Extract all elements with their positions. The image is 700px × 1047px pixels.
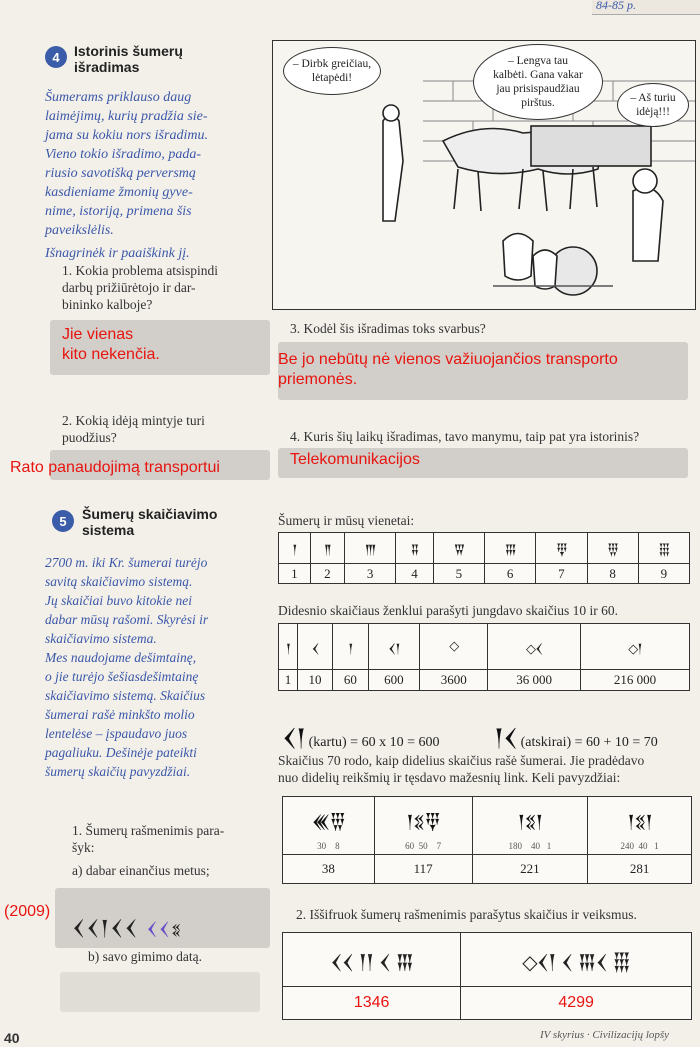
cuneiform-cell: 𒌋	[297, 624, 332, 670]
cuneiform-cell: 𒌋𒁹	[368, 624, 420, 670]
cuneiform-cell: 𒑄	[587, 533, 638, 564]
intro-line: šumerų skaičių pavyzdžiai.	[45, 764, 191, 779]
question-line: 1. Kokia problema atsispindi	[62, 263, 218, 278]
task-1a: a) dabar einančius metus;	[72, 863, 210, 878]
section-4-badge: 4	[45, 46, 67, 68]
section-4-title-line1: Istorinis šumerų	[74, 43, 183, 59]
cuneiform-600-glyph: 𒌋𒁹	[282, 724, 306, 752]
page-header-tab	[592, 0, 700, 15]
cuneiform-cell: 𒑆	[638, 533, 689, 564]
year-answer: (2009)	[4, 903, 51, 920]
example-cuneiform: 𒌍𒑄	[311, 812, 346, 833]
value-cell: 6	[485, 564, 536, 584]
cuneiform-cell: 𒐊	[433, 533, 484, 564]
intro-line: kasdieniame žmonių gyve-	[45, 185, 193, 200]
question-line: bininko kalboje?	[62, 297, 153, 312]
value-cell: 600	[368, 670, 420, 691]
units-table	[278, 532, 690, 584]
bubble-line: lėtapėdi!	[311, 72, 353, 84]
section-4-title	[74, 43, 183, 75]
speech-bubble-worker	[473, 44, 603, 120]
value-cell: 216 000	[580, 670, 689, 691]
bubble-line: idėją!!!	[636, 106, 670, 118]
section-5-intro	[45, 553, 273, 781]
intro-line: savitą skaičiavimo sistemą.	[45, 574, 193, 589]
example-cuneiform: 𒁹𒐏𒁹	[517, 812, 543, 833]
handwritten-cuneiform-year: 𒌋𒌋𒁹𒌋𒌋 𒌋𒌋𒐏	[72, 916, 183, 940]
intro-line: dabar mūsų rašomi. Skyrėsi ir	[45, 612, 209, 627]
answer-line: kito nekenčia.	[62, 346, 160, 363]
section-5-title	[82, 506, 217, 538]
task-line: 1. Šumerų rašmenimis para-	[72, 823, 225, 838]
example-cuneiform: 𒁹𒐏𒑂	[406, 812, 441, 833]
bubble-line: – Aš turiu	[630, 92, 676, 104]
intro-line: 2700 m. iki Kr. šumerai turėjo	[45, 555, 208, 570]
example-breakdown: 60 50 7	[405, 841, 442, 851]
decode-answer-1: 1346	[353, 994, 390, 1011]
table-1-caption: Šumerų ir mūsų vienetai:	[278, 513, 415, 528]
value-cell: 1	[279, 670, 298, 691]
section-4-title-line2: išradimas	[74, 59, 140, 75]
value-cell: 281	[588, 855, 692, 884]
question-4: 4. Kuris šių laikų išradimas, tavo manymu, taip pat yra istorinis?	[290, 429, 640, 444]
intro-line: laimėjimų, kurių pradžia sie-	[45, 109, 208, 124]
cuneiform-cell: 𒁹	[279, 533, 311, 564]
cuneiform-70-glyph: 𒁹𒌋	[494, 724, 518, 752]
example-cell	[472, 797, 588, 855]
decode-cuneiform-1: 𒌋𒌋 𒁹𒁹 𒌋 𒐋	[283, 933, 461, 987]
answer-line: priemonės.	[278, 371, 358, 388]
question-3: 3. Kodėl šis išradimas toks svarbus?	[290, 321, 486, 336]
question-line: puodžius?	[62, 430, 117, 445]
question-1	[62, 262, 218, 313]
example-cell	[283, 797, 375, 855]
intro-line: Vieno tokio išradimo, pada-	[45, 147, 202, 162]
value-cell: 4	[396, 564, 434, 584]
bubble-line: jau prisispaudžiau	[496, 83, 580, 95]
task-line: šyk:	[72, 840, 95, 855]
bubble-line: – Dirbk greičiau,	[292, 58, 372, 70]
value-cell: 5	[433, 564, 484, 584]
value-cell: 8	[587, 564, 638, 584]
cuneiform-cell: 𒁹	[279, 624, 298, 670]
decode-cuneiform-2: ◇𒌋𒁹 𒌋 𒐋𒌋 𒑆	[461, 933, 692, 987]
example-cell	[374, 797, 472, 855]
value-cell: 9	[638, 564, 689, 584]
cuneiform-cell: ◇𒌋	[488, 624, 581, 670]
example-breakdown: 240 40 1	[620, 841, 659, 851]
bubble-line: kalbėti. Gana vakar	[493, 69, 583, 81]
value-cell: 60	[333, 670, 368, 691]
example-cuneiform: 𒁹𒐏𒁹	[627, 812, 652, 833]
task-5-1	[72, 822, 224, 879]
intro-line: Mes naudojame dešimtainę,	[45, 650, 197, 665]
value-cell: 1	[279, 564, 311, 584]
intro-line: lentelėse – įspaudavo juos	[45, 726, 188, 741]
illustration-panel	[272, 40, 696, 310]
intro-line: riusio savotišką perversmą	[45, 166, 196, 181]
decode-answer-cell	[283, 987, 461, 1020]
intro-line: Šumerams priklauso daug	[45, 90, 192, 105]
explanation-line: nuo didelių reikšmių ir tęsdavo mažesnių link. Keli pavyzdžiai:	[278, 770, 621, 785]
table-2-caption: Didesnio skaičiaus ženklui parašyti jungdavo skaičius 10 ir 60.	[278, 603, 619, 618]
question-2	[62, 412, 205, 446]
intro-line: pagaliuku. Dešinėje pateikti	[45, 745, 197, 760]
task-5-2: 2. Iššifruok šumerų rašmenimis parašytus skaičius ir veiksmus.	[296, 907, 637, 922]
cuneiform-cell: ◇𒁹	[580, 624, 689, 670]
value-cell: 221	[472, 855, 588, 884]
value-cell: 117	[374, 855, 472, 884]
intro-line: o jie turėjo šešiasdešimtainę	[45, 669, 199, 684]
decode-answer-cell	[461, 987, 692, 1020]
decode-table	[282, 932, 692, 1020]
formula-multiply-text: (kartu) = 60 x 10 = 600	[308, 735, 440, 750]
intro-line: nime, istoriją, primena šis	[45, 204, 192, 219]
value-cell: 7	[536, 564, 587, 584]
intro-line: skaičiavimo sistemą. Skaičius	[45, 688, 206, 703]
intro-line: šumerai rašė minkšto molio	[45, 707, 195, 722]
section-4-intro	[45, 88, 270, 263]
intro-line: skaičiavimo sistema.	[45, 631, 157, 646]
example-cell	[588, 797, 692, 855]
bubble-line: – Lengva tau	[507, 55, 569, 67]
task-1b: b) savo gimimo datą.	[88, 949, 202, 964]
question-line: darbų prižiūrėtojo ir dar-	[62, 280, 196, 295]
intro-line: paveikslėlis.	[45, 223, 114, 238]
cuneiform-cell: 𒁹	[333, 624, 368, 670]
example-breakdown: 180 40 1	[508, 841, 552, 851]
answer-4: Telekomunikacijos	[290, 451, 420, 468]
question-line: 2. Kokią idėją mintyje turi	[62, 413, 205, 428]
answer-1	[62, 325, 160, 365]
answer-2: Rato panaudojimą transportui	[10, 459, 220, 476]
section-5-badge: 5	[52, 510, 74, 532]
value-cell: 38	[283, 855, 375, 884]
cuneiform-cell: 𒑂	[536, 533, 587, 564]
answer-3	[278, 350, 618, 390]
value-cell: 2	[310, 564, 344, 584]
speech-bubble-potter	[617, 83, 689, 127]
section-4-task: Išnagrinėk ir paaiškink jį.	[45, 246, 190, 261]
explanation-text	[278, 752, 696, 786]
value-cell: 3	[344, 564, 395, 584]
answer-line: Jie vienas	[62, 326, 134, 343]
value-cell: 10	[297, 670, 332, 691]
page-range: 84-85 p.	[596, 0, 636, 12]
bubble-line: pirštus.	[521, 97, 555, 109]
cuneiform-cell: 𒐋	[485, 533, 536, 564]
large-numbers-table	[278, 623, 690, 691]
explanation-line: Skaičius 70 rodo, kaip didelius skaičius rašė šumerai. Jie pradėdavo	[278, 753, 645, 768]
cuneiform-cell: 𒐉	[396, 533, 434, 564]
intro-line: jama su kokiu nors išradimu.	[45, 128, 208, 143]
answer-area-birthdate	[60, 972, 260, 1012]
page-number: 40	[4, 1030, 20, 1046]
answer-line: Be jo nebūtų nė vienos važiuojančios transporto	[278, 351, 618, 368]
decode-answer-2: 4299	[558, 994, 594, 1011]
cuneiform-cell: 𒈫	[310, 533, 344, 564]
value-cell: 36 000	[488, 670, 581, 691]
chapter-footer: IV skyrius · Civilizacijų lopšy	[540, 1029, 670, 1041]
value-cell: 3600	[420, 670, 488, 691]
formula-add-text: (atskirai) = 60 + 10 = 70	[520, 735, 658, 750]
example-breakdown: 30 8	[317, 841, 340, 851]
intro-line: Jų skaičiai buvo kitokie nei	[45, 593, 192, 608]
section-5-title-line2: sistema	[82, 522, 135, 538]
cuneiform-cell: 𒐈	[344, 533, 395, 564]
cuneiform-cell: ◇	[420, 624, 488, 670]
speech-bubble-overseer	[283, 47, 381, 95]
section-5-title-line1: Šumerų skaičiavimo	[82, 506, 218, 522]
examples-table	[282, 796, 692, 884]
